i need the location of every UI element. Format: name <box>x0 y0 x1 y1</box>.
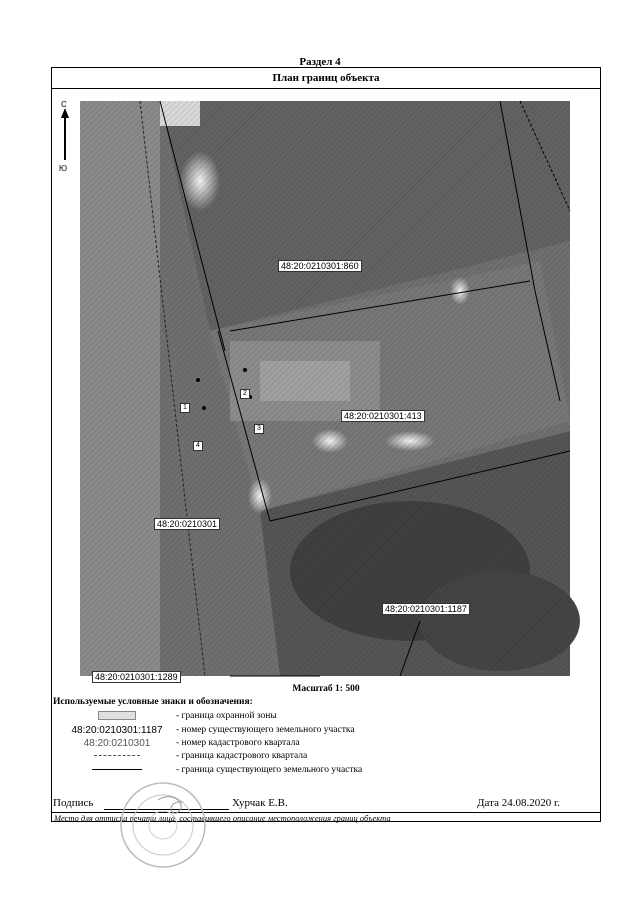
point-label-4: 4 <box>193 441 203 451</box>
security-zone-symbol <box>62 711 172 721</box>
signature-date: Дата 24.08.2020 г. <box>477 797 560 809</box>
plan-frame <box>51 67 601 822</box>
point-label-2: 2 <box>240 389 250 399</box>
legend-item-quarter-border <box>52 751 592 764</box>
map-canvas <box>80 101 570 676</box>
legend-description: - номер существующего земельного участка <box>176 725 355 735</box>
aerial-map[interactable] <box>80 101 570 682</box>
quarter-label: 48:20:0210301 <box>154 518 220 530</box>
legend-item-quarter-number <box>52 738 592 751</box>
parcel-border-symbol <box>62 765 172 775</box>
compass-south: Ю <box>59 164 68 173</box>
legend-item-parcel-border <box>52 765 592 778</box>
stamp-seal-icon <box>118 780 208 870</box>
parcel-label-1289: 48:20:0210301:1289 <box>92 671 181 683</box>
compass-north: С <box>61 100 67 109</box>
legend-title: Используемые условные знаки и обозначения: <box>53 697 253 707</box>
point-label-3: 3 <box>254 424 264 434</box>
legend-description: - граница охранной зоны <box>176 711 277 721</box>
signature-label: Подпись <box>53 797 94 809</box>
legend-description: - граница существующего земельного участка <box>176 765 363 775</box>
legend-description: - номер кадастрового квартала <box>176 738 300 748</box>
legend-item-parcel-number <box>52 725 592 738</box>
parcel-label-860: 48:20:0210301:860 <box>278 260 362 272</box>
signer-name: Хурчак Е.В. <box>232 797 288 809</box>
parcel-number-symbol: 48:20:0210301:1187 <box>71 725 163 736</box>
point-label-1: 1 <box>180 403 190 413</box>
plan-title: План границ объекта <box>52 68 600 89</box>
quarter-border-symbol <box>62 751 172 761</box>
stamp-note: Место для оттиска печати лица, составившего описание местоположения границ объекта <box>52 812 600 823</box>
legend-item-security-zone <box>52 711 592 724</box>
map-scale: Масштаб 1: 500 <box>292 684 360 694</box>
section-title: Раздел 4 <box>299 56 341 68</box>
parcel-label-413: 48:20:0210301:413 <box>341 410 425 422</box>
legend-description: - граница кадастрового квартала <box>176 751 308 761</box>
quarter-number-symbol: 48:20:0210301 <box>83 738 151 749</box>
parcel-label-1187: 48:20:0210301:1187 <box>382 603 470 615</box>
north-arrow-icon <box>59 100 71 175</box>
